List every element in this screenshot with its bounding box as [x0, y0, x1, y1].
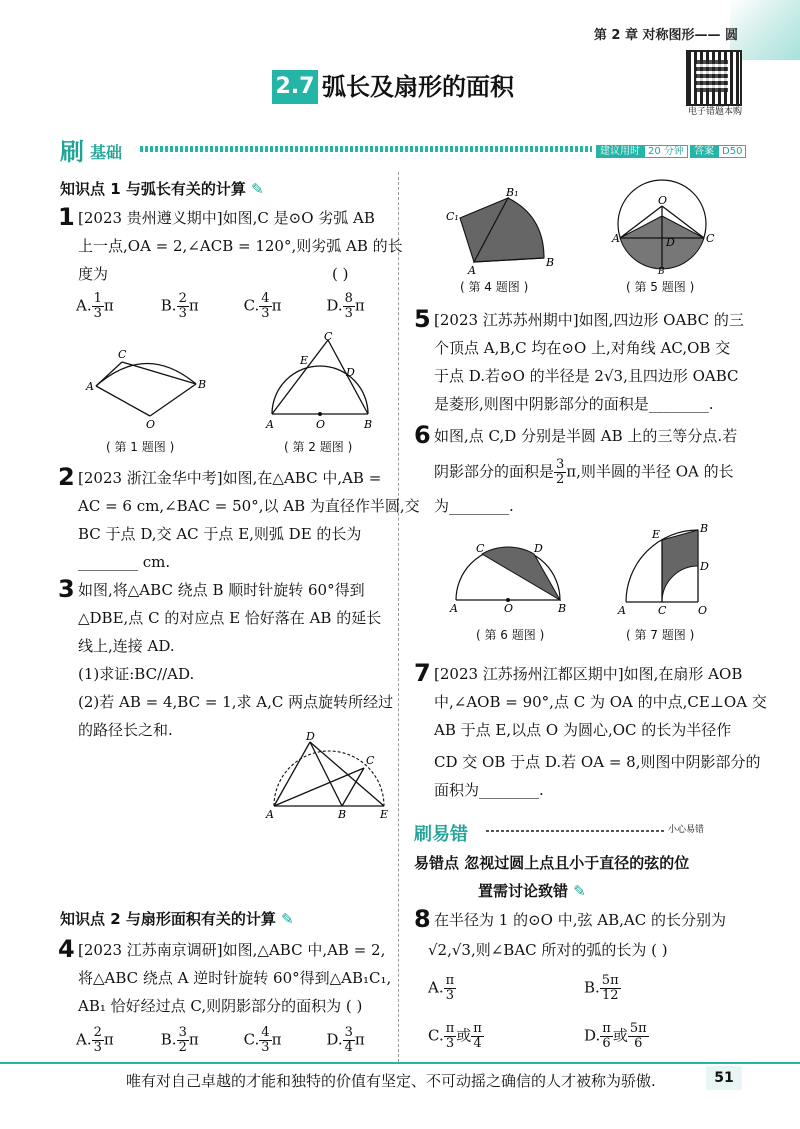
q1-option-c[interactable]: C. $\frac{4}{3}$ π — [243, 291, 282, 321]
qr-caption: 电子错题本购 — [688, 107, 743, 117]
suggest-time-value: 20 分钟 — [644, 145, 688, 158]
q2-line: AC = 6 cm,∠BAC = 50°,以 AB 为直径作半圆,交 — [78, 497, 420, 515]
q1-answer-paren: ( ) — [332, 265, 349, 283]
chapter-heading: 第 2 章 对称图形—— 圆 — [593, 28, 738, 43]
svg-text:A: A — [86, 380, 94, 393]
figure-4-caption: ( 第 4 题图 ) — [460, 280, 529, 294]
q1-option-a[interactable]: A. $\frac{1}{3}$ π — [76, 291, 114, 321]
figure-5 — [612, 176, 715, 277]
svg-text:A: A — [450, 602, 458, 615]
q4-line: [2023 江苏南京调研]如图,△ABC 中,AB = 2, — [78, 941, 386, 959]
q4-option-b[interactable]: B. $\frac{3}{2}$ π — [160, 1025, 199, 1055]
svg-text:O: O — [504, 602, 514, 615]
q6-line: 如图,点 C,D 分别是半圆 AB 上的三等分点.若 — [434, 427, 738, 445]
q6-number: 6 — [414, 421, 431, 449]
svg-text:B: B — [558, 602, 567, 615]
suggest-time-label: 建议用时 — [596, 145, 644, 158]
svg-text:O: O — [698, 604, 708, 617]
q8-option-c[interactable]: C. $\frac{\pi}{3}$ 或 $\frac{\pi}{4}$ — [428, 1021, 482, 1051]
q1-line: 度为 — [78, 265, 109, 283]
svg-text:B₁: B₁ — [506, 186, 519, 199]
svg-text:C: C — [476, 542, 485, 555]
svg-text:E: E — [300, 354, 309, 367]
error-banner-line — [486, 830, 666, 832]
q8-line: √2,√3,则∠BAC 所对的弧的长为 ( ) — [428, 941, 668, 959]
q4-line: 将△ABC 绕点 A 逆时针旋转 60°得到△AB₁C₁, — [78, 969, 392, 987]
figure-4 — [440, 186, 564, 277]
svg-text:E: E — [652, 528, 661, 541]
figure-6-caption: ( 第 6 题图 ) — [476, 628, 545, 642]
q7-line: 面积为________. — [434, 781, 544, 799]
q8-line: 在半径为 1 的⊙O 中,弦 AB,AC 的长分别为 — [434, 911, 726, 929]
banner-label-small: 基础 — [90, 143, 123, 162]
q7-line: CD 交 OB 于点 D.若 OA = 8,则图中阴影部分的 — [434, 753, 761, 771]
q1-option-d[interactable]: D. $\frac{8}{3}$ π — [326, 291, 365, 321]
svg-text:D: D — [700, 560, 709, 573]
error-point-title-1: 易错点 忽视过圆上点且小于直径的弦的位 — [414, 854, 690, 872]
svg-text:C: C — [118, 348, 127, 361]
q7-number: 7 — [414, 659, 431, 687]
q4-number: 4 — [58, 935, 75, 963]
q5-line: 是菱形,则图中阴影部分的面积是________. — [434, 395, 714, 413]
q4-option-a[interactable]: A. $\frac{2}{3}$ π — [76, 1025, 114, 1055]
q4-line: AB₁ 恰好经过点 C,则阴影部分的面积为 ( ) — [78, 997, 363, 1015]
q7-line: [2023 江苏扬州江都区期中]如图,在扇形 AOB — [434, 665, 743, 683]
figure-3 — [262, 730, 390, 822]
q8-option-b[interactable]: B. $\frac{5\pi}{12}$ — [584, 973, 619, 1003]
figure-2 — [262, 330, 382, 432]
q3-line: △DBE,点 C 的对应点 E 恰好落在 AB 的延长 — [78, 609, 382, 627]
q3-line: (1)求证:BC//AD. — [78, 665, 195, 683]
svg-text:B: B — [338, 808, 347, 821]
q3-line: 如图,将△ABC 绕点 B 顺时针旋转 60°得到 — [78, 581, 365, 599]
answer-page: D50 — [718, 145, 746, 158]
q3-line: (2)若 AB = 4,BC = 1,求 A,C 两点旋转所经过 — [78, 693, 394, 711]
q5-number: 5 — [414, 305, 431, 333]
svg-text:C: C — [706, 232, 715, 245]
q6-line: 为________. — [434, 497, 514, 515]
q4-option-d[interactable]: D. $\frac{3}{4}$ π — [326, 1025, 365, 1055]
svg-text:B: B — [198, 378, 207, 391]
suggest-time-tag — [596, 140, 688, 159]
svg-text:B: B — [364, 418, 373, 431]
banner-label-big: 刷 — [60, 138, 84, 166]
knowledge-point-1: 知识点 1 与弧长有关的计算 ✎ — [60, 180, 264, 198]
knowledge-point-2: 知识点 2 与扇形面积有关的计算 ✎ — [60, 910, 294, 928]
error-banner-note: 小心易错 — [668, 825, 705, 835]
answer-tag — [690, 140, 746, 159]
svg-text:B: B — [700, 522, 709, 535]
svg-text:C: C — [658, 604, 667, 617]
svg-text:O: O — [316, 418, 326, 431]
figure-7-caption: ( 第 7 题图 ) — [626, 628, 695, 642]
figure-1-caption: ( 第 1 题图 ) — [106, 440, 175, 454]
q6-line: 阴影部分的面积是 $\frac{3}{2}$ π,则半圆的半径 OA 的长 — [434, 457, 734, 487]
section-title: 弧长及扇形的面积 — [322, 73, 514, 101]
figure-2-caption: ( 第 2 题图 ) — [284, 440, 353, 454]
q1-line: [2023 贵州遵义期中]如图,C 是⊙O 劣弧 AB — [78, 209, 375, 227]
banner-divider — [140, 146, 592, 152]
figure-5-caption: ( 第 5 题图 ) — [626, 280, 695, 294]
q3-line: 的路径长之和. — [78, 721, 173, 739]
q5-line: 个顶点 A,B,C 均在⊙O 上,对角线 AC,OB 交 — [434, 339, 731, 357]
svg-text:E: E — [380, 808, 389, 821]
svg-text:O: O — [658, 194, 668, 207]
answer-label: 答案 — [690, 145, 718, 158]
svg-text:A: A — [266, 418, 274, 431]
q8-option-d[interactable]: D. $\frac{\pi}{6}$ 或 $\frac{5\pi}{6}$ — [584, 1021, 647, 1051]
qr-code-icon[interactable] — [686, 50, 742, 106]
figure-1 — [84, 346, 214, 430]
error-point-title-2: 置需讨论致错 ✎ — [478, 882, 586, 900]
q2-line: ________ cm. — [78, 553, 171, 571]
q2-number: 2 — [58, 463, 75, 491]
svg-text:D: D — [306, 730, 315, 743]
svg-text:D: D — [666, 236, 675, 249]
svg-text:D: D — [534, 542, 543, 555]
svg-text:C: C — [366, 754, 375, 767]
footer-motto: 唯有对自己卓越的才能和独特的价值有坚定、不可动摇之确信的人才被称为骄傲. — [126, 1072, 656, 1090]
q8-option-a[interactable]: A. $\frac{\pi}{3}$ — [428, 973, 455, 1003]
svg-text:B: B — [546, 256, 555, 269]
q4-options — [76, 1026, 386, 1055]
q1-number: 1 — [58, 203, 75, 231]
svg-text:D: D — [346, 366, 355, 379]
q4-option-c[interactable]: C. $\frac{4}{3}$ π — [243, 1025, 282, 1055]
svg-text:A: A — [618, 604, 626, 617]
svg-text:C₁: C₁ — [446, 210, 459, 223]
q3-number: 3 — [58, 575, 75, 603]
error-prone-banner: 刷易错 — [414, 824, 468, 845]
figure-6 — [446, 540, 572, 616]
q5-line: 于点 D.若⊙O 的半径是 2√3,且四边形 OABC — [434, 367, 739, 385]
svg-text:O: O — [146, 418, 156, 431]
q1-options — [76, 292, 386, 321]
figure-7 — [614, 524, 710, 616]
column-divider — [398, 172, 399, 1072]
svg-text:A: A — [612, 232, 620, 245]
q3-line: 线上,连接 AD. — [78, 637, 175, 655]
q7-line: 中,∠AOB = 90°,点 C 为 OA 的中点,CE⊥OA 交 — [434, 693, 767, 711]
q8-number: 8 — [414, 905, 431, 933]
q2-line: [2023 浙江金华中考]如图,在△ABC 中,AB = — [78, 469, 382, 487]
q1-option-b[interactable]: B. $\frac{2}{3}$ π — [160, 291, 199, 321]
q7-line: AB 于点 E,以点 O 为圆心,OC 的长为半径作 — [434, 721, 732, 739]
svg-text:C: C — [324, 330, 333, 343]
svg-text:A: A — [266, 808, 274, 821]
svg-text:A: A — [468, 264, 476, 277]
q5-line: [2023 江苏苏州期中]如图,四边形 OABC 的三 — [434, 311, 744, 329]
page-number: 51 — [706, 1066, 742, 1090]
q2-line: BC 于点 D,交 AC 于点 E,则弧 DE 的长为 — [78, 525, 362, 543]
q1-line: 上一点,OA = 2,∠ACB = 120°,则劣弧 AB 的长 — [78, 237, 403, 255]
section-number: 2.7 — [272, 70, 318, 104]
svg-text:B: B — [658, 267, 665, 277]
